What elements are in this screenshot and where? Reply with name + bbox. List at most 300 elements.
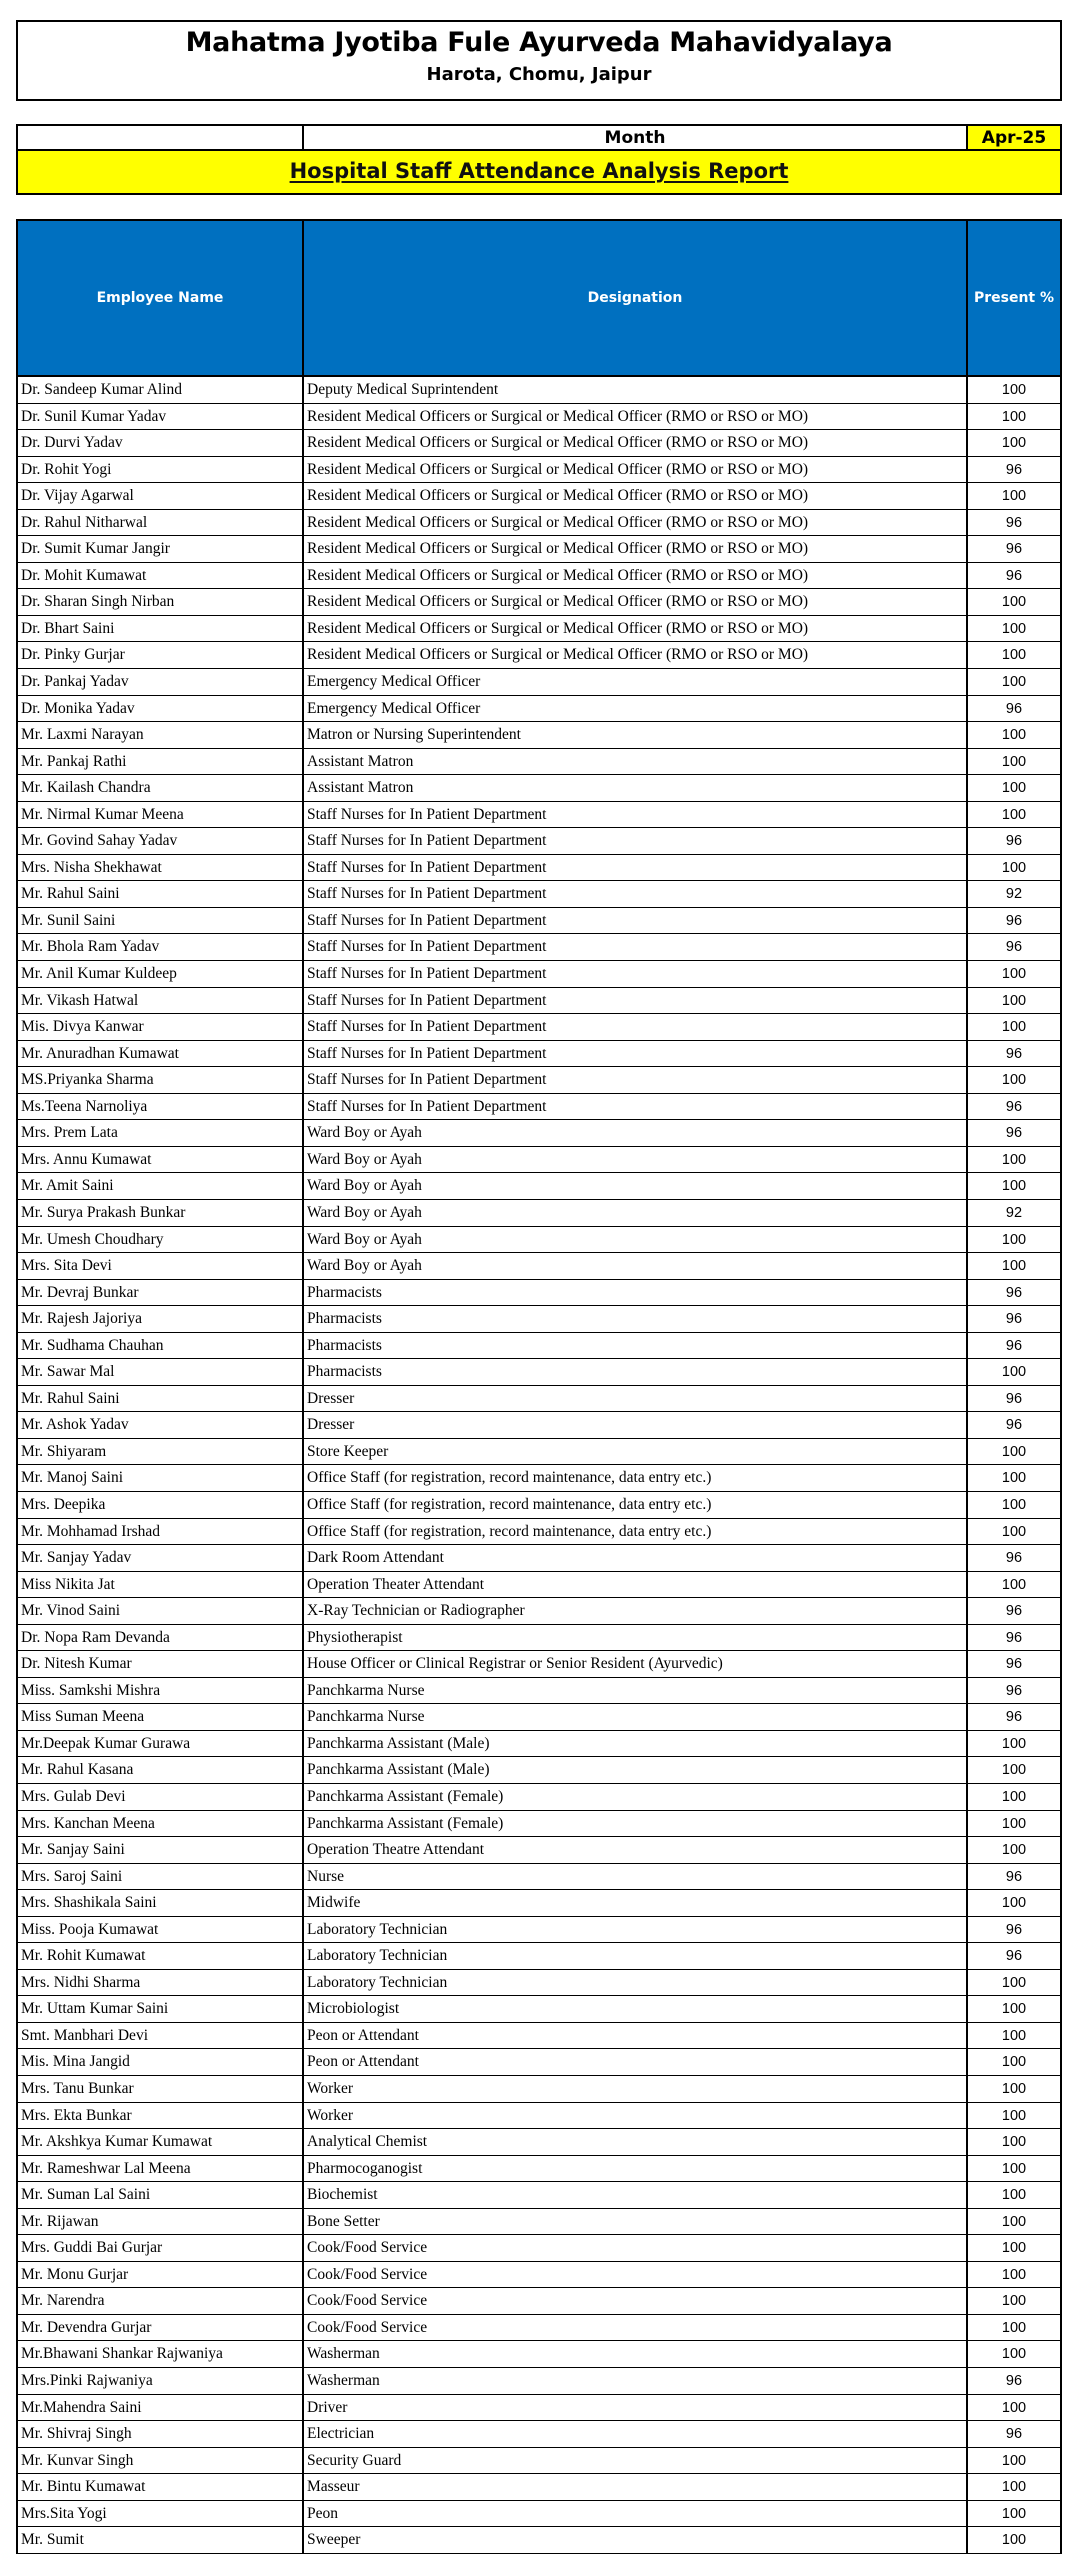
designation-cell: Dresser: [304, 1386, 968, 1412]
present-percent-cell: 100: [1001, 2187, 1027, 2204]
employee-name-cell: Mrs. Prem Lata: [18, 1120, 304, 1146]
present-percent-cell: 100: [1001, 2346, 1027, 2363]
table-row: [16, 2182, 1062, 2209]
present-percent-cell: 96: [1005, 700, 1023, 717]
designation-cell: Peon or Attendant: [304, 2049, 968, 2075]
designation-cell: Staff Nurses for In Patient Department: [304, 934, 968, 960]
designation-cell: Resident Medical Officers or Surgical or Medical Officer (RMO or RSO or MO): [304, 563, 968, 589]
designation-cell: Washerman: [304, 2341, 968, 2367]
designation-cell: Masseur: [304, 2474, 968, 2500]
present-percent-cell: 96: [1005, 1629, 1023, 1646]
employee-name-cell: Mr. Sumit: [18, 2527, 304, 2553]
present-percent-cell: 96: [1005, 1337, 1023, 1354]
designation-cell: Pharmacists: [304, 1306, 968, 1332]
present-percent-cell: 96: [1005, 1098, 1023, 1115]
table-row: [16, 2156, 1062, 2183]
table-row: [16, 2368, 1062, 2395]
present-percent-cell: 100: [1001, 674, 1027, 691]
table-row: [16, 1864, 1062, 1891]
designation-cell: Office Staff (for registration, record maintenance, data entry etc.): [304, 1465, 968, 1491]
designation-cell: Office Staff (for registration, record maintenance, data entry etc.): [304, 1492, 968, 1518]
designation-cell: Resident Medical Officers or Surgical or Medical Officer (RMO or RSO or MO): [304, 483, 968, 509]
employee-name-cell: MS.Priyanka Sharma: [18, 1067, 304, 1093]
present-percent-cell: 100: [1001, 1072, 1027, 1089]
designation-cell: Laboratory Technician: [304, 1943, 968, 1969]
designation-cell: Biochemist: [304, 2182, 968, 2208]
table-row: [16, 404, 1062, 431]
employee-name-cell: Mr. Devendra Gurjar: [18, 2315, 304, 2341]
designation-cell: Staff Nurses for In Patient Department: [304, 1041, 968, 1067]
table-row: [16, 1996, 1062, 2023]
employee-name-cell: Mr. Mohhamad Irshad: [18, 1519, 304, 1545]
employee-name-cell: Dr. Vijay Agarwal: [18, 483, 304, 509]
table-row: [16, 1598, 1062, 1625]
table-row: [16, 855, 1062, 882]
table-row: [16, 1811, 1062, 1838]
table-row: [16, 2315, 1062, 2342]
employee-name-cell: Mrs. Nisha Shekhawat: [18, 855, 304, 881]
designation-cell: Dark Room Attendant: [304, 1545, 968, 1571]
table-row: [16, 828, 1062, 855]
present-percent-cell: 100: [1001, 1762, 1027, 1779]
employee-name-cell: Dr. Rahul Nitharwal: [18, 510, 304, 536]
designation-cell: Resident Medical Officers or Surgical or Medical Officer (RMO or RSO or MO): [304, 510, 968, 536]
designation-cell: Peon: [304, 2501, 968, 2527]
table-row: [16, 1625, 1062, 1652]
employee-name-cell: Dr. Mohit Kumawat: [18, 563, 304, 589]
employee-name-cell: Dr. Sharan Singh Nirban: [18, 589, 304, 615]
present-percent-cell: 96: [1005, 833, 1023, 850]
present-percent-cell: 100: [1001, 1019, 1027, 1036]
present-percent-cell: 96: [1005, 912, 1023, 929]
designation-cell: Staff Nurses for In Patient Department: [304, 881, 968, 907]
present-percent-cell: 100: [1001, 408, 1027, 425]
employee-name-cell: Mr. Suman Lal Saini: [18, 2182, 304, 2208]
present-percent-cell: 100: [1001, 2240, 1027, 2257]
table-row: [16, 988, 1062, 1015]
present-percent-cell: 100: [1001, 2505, 1027, 2522]
present-percent-cell: 96: [1005, 1550, 1023, 1567]
present-percent-cell: 96: [1005, 1921, 1023, 1938]
designation-cell: Cook/Food Service: [304, 2262, 968, 2288]
designation-cell: Staff Nurses for In Patient Department: [304, 988, 968, 1014]
employee-name-cell: Mr. Narendra: [18, 2288, 304, 2314]
designation-cell: Bone Setter: [304, 2209, 968, 2235]
present-percent-cell: 100: [1001, 594, 1027, 611]
employee-name-cell: Mr. Uttam Kumar Saini: [18, 1996, 304, 2022]
designation-cell: Panchkarma Assistant (Female): [304, 1811, 968, 1837]
present-percent-cell: 100: [1001, 2319, 1027, 2336]
employee-name-cell: Mrs. Sita Devi: [18, 1253, 304, 1279]
present-percent-cell: 100: [1001, 1895, 1027, 1912]
employee-name-cell: Mr. Devraj Bunkar: [18, 1280, 304, 1306]
present-percent-cell: 96: [1005, 1390, 1023, 1407]
table-row: [16, 1465, 1062, 1492]
table-row: [16, 722, 1062, 749]
designation-cell: Deputy Medical Suprintendent: [304, 377, 968, 403]
present-percent-cell: 100: [1001, 2452, 1027, 2469]
employee-name-cell: Smt. Manbhari Devi: [18, 2023, 304, 2049]
present-percent-cell: 100: [1001, 2160, 1027, 2177]
table-row: [16, 1067, 1062, 1094]
employee-name-cell: Mr.Deepak Kumar Gurawa: [18, 1731, 304, 1757]
table-row: [16, 2103, 1062, 2130]
employee-name-cell: Miss Suman Meena: [18, 1704, 304, 1730]
present-percent-cell: 96: [1005, 1045, 1023, 1062]
table-row: [16, 1333, 1062, 1360]
present-percent-cell: 100: [1001, 2532, 1027, 2549]
table-row: [16, 2235, 1062, 2262]
present-percent-cell: 100: [1001, 966, 1027, 983]
employee-name-cell: Mrs. Annu Kumawat: [18, 1147, 304, 1173]
designation-cell: Resident Medical Officers or Surgical or Medical Officer (RMO or RSO or MO): [304, 616, 968, 642]
employee-name-cell: Dr. Pinky Gurjar: [18, 642, 304, 668]
present-percent-cell: 100: [1001, 435, 1027, 452]
present-percent-cell: 96: [1005, 541, 1023, 558]
attendance-table-body: [16, 377, 1062, 2554]
designation-cell: Dresser: [304, 1412, 968, 1438]
employee-name-cell: Mr. Rijawan: [18, 2209, 304, 2235]
employee-name-cell: Mrs. Nidhi Sharma: [18, 1970, 304, 1996]
table-row: [16, 2395, 1062, 2422]
designation-cell: Operation Theatre Attendant: [304, 1837, 968, 1863]
present-percent-cell: 100: [1001, 1974, 1027, 1991]
present-percent-cell: 100: [1001, 727, 1027, 744]
table-row: [16, 1386, 1062, 1413]
employee-name-cell: Dr. Monika Yadav: [18, 696, 304, 722]
designation-cell: Worker: [304, 2076, 968, 2102]
document-header: [16, 20, 1062, 101]
table-row: [16, 2474, 1062, 2501]
employee-name-cell: Mr. Sanjay Saini: [18, 1837, 304, 1863]
present-percent-cell: 100: [1001, 1815, 1027, 1832]
designation-cell: House Officer or Clinical Registrar or Senior Resident (Ayurvedic): [304, 1651, 968, 1677]
designation-cell: Staff Nurses for In Patient Department: [304, 802, 968, 828]
column-header-present-percent: Present %: [973, 290, 1055, 306]
table-row: [16, 1784, 1062, 1811]
present-percent-cell: 100: [1001, 2399, 1027, 2416]
employee-name-cell: Mr. Umesh Choudhary: [18, 1227, 304, 1253]
employee-name-cell: Mr. Amit Saini: [18, 1173, 304, 1199]
table-row: [16, 510, 1062, 537]
table-row: [16, 749, 1062, 776]
table-row: [16, 2341, 1062, 2368]
table-row: [16, 2527, 1062, 2554]
month-row: [16, 124, 1062, 151]
employee-name-cell: Mr. Nirmal Kumar Meena: [18, 802, 304, 828]
present-percent-cell: 100: [1001, 2027, 1027, 2044]
present-percent-cell: 100: [1001, 1178, 1027, 1195]
designation-cell: Pharmacists: [304, 1333, 968, 1359]
present-percent-cell: 100: [1001, 2479, 1027, 2496]
employee-name-cell: Mrs.Sita Yogi: [18, 2501, 304, 2527]
designation-cell: Staff Nurses for In Patient Department: [304, 1014, 968, 1040]
employee-name-cell: Mr. Vikash Hatwal: [18, 988, 304, 1014]
present-percent-cell: 96: [1005, 1603, 1023, 1620]
designation-cell: Security Guard: [304, 2448, 968, 2474]
designation-cell: Ward Boy or Ayah: [304, 1120, 968, 1146]
table-row: [16, 536, 1062, 563]
table-row: [16, 908, 1062, 935]
employee-name-cell: Dr. Bhart Saini: [18, 616, 304, 642]
present-percent-cell: 96: [1005, 1311, 1023, 1328]
table-row: [16, 1492, 1062, 1519]
present-percent-cell: 100: [1001, 382, 1027, 398]
designation-cell: Worker: [304, 2103, 968, 2129]
designation-cell: Pharmocoganogist: [304, 2156, 968, 2182]
table-row: [16, 1041, 1062, 1068]
present-percent-cell: 100: [1001, 1231, 1027, 1248]
designation-cell: Peon or Attendant: [304, 2023, 968, 2049]
employee-name-cell: Dr. Sumit Kumar Jangir: [18, 536, 304, 562]
designation-cell: Ward Boy or Ayah: [304, 1200, 968, 1226]
employee-name-cell: Miss Nikita Jat: [18, 1572, 304, 1598]
designation-cell: Cook/Food Service: [304, 2288, 968, 2314]
table-row: [16, 1359, 1062, 1386]
present-percent-cell: 100: [1001, 859, 1027, 876]
table-row: [16, 1545, 1062, 1572]
column-header-employee-name: Employee Name: [18, 221, 304, 375]
designation-cell: Ward Boy or Ayah: [304, 1147, 968, 1173]
present-percent-cell: 100: [1001, 1258, 1027, 1275]
employee-name-cell: Miss. Samkshi Mishra: [18, 1678, 304, 1704]
table-row: [16, 669, 1062, 696]
designation-cell: Staff Nurses for In Patient Department: [304, 908, 968, 934]
designation-cell: X-Ray Technician or Radiographer: [304, 1598, 968, 1624]
present-percent-cell: 100: [1001, 2134, 1027, 2151]
table-row: [16, 696, 1062, 723]
present-percent-cell: 96: [1005, 514, 1023, 531]
employee-name-cell: Mr. Sawar Mal: [18, 1359, 304, 1385]
employee-name-cell: Mis. Mina Jangid: [18, 2049, 304, 2075]
month-row-blank-cell: [18, 126, 304, 149]
designation-cell: Resident Medical Officers or Surgical or Medical Officer (RMO or RSO or MO): [304, 457, 968, 483]
designation-cell: Assistant Matron: [304, 775, 968, 801]
employee-name-cell: Mrs. Saroj Saini: [18, 1864, 304, 1890]
designation-cell: Cook/Food Service: [304, 2315, 968, 2341]
designation-cell: Resident Medical Officers or Surgical or Medical Officer (RMO or RSO or MO): [304, 430, 968, 456]
employee-name-cell: Mr. Shivraj Singh: [18, 2421, 304, 2447]
employee-name-cell: Mrs. Deepika: [18, 1492, 304, 1518]
present-percent-cell: 96: [1005, 1948, 1023, 1965]
present-percent-cell: 100: [1001, 2054, 1027, 2071]
present-percent-cell: 96: [1005, 1417, 1023, 1434]
present-percent-cell: 96: [1005, 2373, 1023, 2390]
employee-name-cell: Mr. Shiyaram: [18, 1439, 304, 1465]
present-percent-cell: 100: [1001, 488, 1027, 505]
employee-name-cell: Dr. Pankaj Yadav: [18, 669, 304, 695]
table-row: [16, 2209, 1062, 2236]
table-row: [16, 881, 1062, 908]
table-row: [16, 2501, 1062, 2528]
institution-name: Mahatma Jyotiba Fule Ayurveda Mahavidyalaya: [185, 27, 893, 58]
employee-name-cell: Mis. Divya Kanwar: [18, 1014, 304, 1040]
designation-cell: Analytical Chemist: [304, 2129, 968, 2155]
table-row: [16, 1253, 1062, 1280]
present-percent-cell: 100: [1001, 2293, 1027, 2310]
table-row: [16, 2448, 1062, 2475]
table-row: [16, 1094, 1062, 1121]
employee-name-cell: Ms.Teena Narnoliya: [18, 1094, 304, 1120]
designation-cell: Cook/Food Service: [304, 2235, 968, 2261]
table-row: [16, 2288, 1062, 2315]
table-row: [16, 616, 1062, 643]
designation-cell: Assistant Matron: [304, 749, 968, 775]
designation-cell: Washerman: [304, 2368, 968, 2394]
table-row: [16, 1678, 1062, 1705]
table-row: [16, 1731, 1062, 1758]
table-row: [16, 1200, 1062, 1227]
table-row: [16, 1014, 1062, 1041]
table-row: [16, 961, 1062, 988]
report-title-bar: [16, 151, 1062, 195]
designation-cell: Staff Nurses for In Patient Department: [304, 1067, 968, 1093]
designation-cell: Office Staff (for registration, record maintenance, data entry etc.): [304, 1519, 968, 1545]
employee-name-cell: Mr. Ashok Yadav: [18, 1412, 304, 1438]
designation-cell: Sweeper: [304, 2527, 968, 2553]
present-percent-cell: 96: [1005, 1125, 1023, 1142]
designation-cell: Ward Boy or Ayah: [304, 1253, 968, 1279]
employee-name-cell: Dr. Nopa Ram Devanda: [18, 1625, 304, 1651]
employee-name-cell: Mr. Kunvar Singh: [18, 2448, 304, 2474]
designation-cell: Staff Nurses for In Patient Department: [304, 1094, 968, 1120]
present-percent-cell: 100: [1001, 1470, 1027, 1487]
present-percent-cell: 100: [1001, 647, 1027, 664]
table-row: [16, 483, 1062, 510]
employee-name-cell: Dr. Rohit Yogi: [18, 457, 304, 483]
table-row: [16, 457, 1062, 484]
designation-cell: Panchkarma Assistant (Male): [304, 1731, 968, 1757]
employee-name-cell: Dr. Nitesh Kumar: [18, 1651, 304, 1677]
designation-cell: Panchkarma Assistant (Female): [304, 1784, 968, 1810]
present-percent-cell: 96: [1005, 461, 1023, 478]
designation-cell: Ward Boy or Ayah: [304, 1227, 968, 1253]
present-percent-cell: 92: [1005, 1204, 1023, 1221]
table-row: [16, 2421, 1062, 2448]
designation-cell: Resident Medical Officers or Surgical or Medical Officer (RMO or RSO or MO): [304, 404, 968, 430]
employee-name-cell: Mr. Pankaj Rathi: [18, 749, 304, 775]
employee-name-cell: Mr. Kailash Chandra: [18, 775, 304, 801]
designation-cell: Emergency Medical Officer: [304, 669, 968, 695]
table-row: [16, 802, 1062, 829]
present-percent-cell: 100: [1001, 1576, 1027, 1593]
employee-name-cell: Mrs. Ekta Bunkar: [18, 2103, 304, 2129]
table-row: [16, 1572, 1062, 1599]
designation-cell: Microbiologist: [304, 1996, 968, 2022]
designation-cell: Operation Theater Attendant: [304, 1572, 968, 1598]
designation-cell: Electrician: [304, 2421, 968, 2447]
month-value: Apr-25: [968, 126, 1060, 149]
employee-name-cell: Mr. Vinod Saini: [18, 1598, 304, 1624]
table-row: [16, 642, 1062, 669]
designation-cell: Pharmacists: [304, 1359, 968, 1385]
present-percent-cell: 100: [1001, 2001, 1027, 2018]
present-percent-cell: 100: [1001, 620, 1027, 637]
present-percent-cell: 96: [1005, 1284, 1023, 1301]
designation-cell: Panchkarma Nurse: [304, 1704, 968, 1730]
table-row: [16, 1970, 1062, 1997]
table-row: [16, 1837, 1062, 1864]
employee-name-cell: Mr.Mahendra Saini: [18, 2395, 304, 2421]
designation-cell: Midwife: [304, 1890, 968, 1916]
table-row: [16, 2262, 1062, 2289]
present-percent-cell: 96: [1005, 1656, 1023, 1673]
table-row: [16, 2049, 1062, 2076]
table-row: [16, 1306, 1062, 1333]
present-percent-cell: 96: [1005, 567, 1023, 584]
employee-name-cell: Mr. Rameshwar Lal Meena: [18, 2156, 304, 2182]
table-row: [16, 1280, 1062, 1307]
table-row: [16, 1704, 1062, 1731]
designation-cell: Physiotherapist: [304, 1625, 968, 1651]
present-percent-cell: 100: [1001, 1523, 1027, 1540]
employee-name-cell: Mr. Rajesh Jajoriya: [18, 1306, 304, 1332]
designation-cell: Ward Boy or Ayah: [304, 1173, 968, 1199]
table-row: [16, 1173, 1062, 1200]
employee-name-cell: Mrs. Kanchan Meena: [18, 1811, 304, 1837]
employee-name-cell: Mrs.Pinki Rajwaniya: [18, 2368, 304, 2394]
employee-name-cell: Mr. Anuradhan Kumawat: [18, 1041, 304, 1067]
employee-name-cell: Mr. Akshkya Kumar Kumawat: [18, 2129, 304, 2155]
present-percent-cell: 100: [1001, 1788, 1027, 1805]
employee-name-cell: Mr. Laxmi Narayan: [18, 722, 304, 748]
table-row: [16, 1227, 1062, 1254]
month-label: Month: [304, 126, 968, 149]
present-percent-cell: 96: [1005, 939, 1023, 956]
designation-cell: Staff Nurses for In Patient Department: [304, 828, 968, 854]
employee-name-cell: Mr.Bhawani Shankar Rajwaniya: [18, 2341, 304, 2367]
present-percent-cell: 100: [1001, 1735, 1027, 1752]
designation-cell: Pharmacists: [304, 1280, 968, 1306]
table-row: [16, 1651, 1062, 1678]
table-row: [16, 2129, 1062, 2156]
employee-name-cell: Mr. Sudhama Chauhan: [18, 1333, 304, 1359]
table-row: [16, 563, 1062, 590]
employee-name-cell: Dr. Durvi Yadav: [18, 430, 304, 456]
table-row: [16, 377, 1062, 404]
present-percent-cell: 96: [1005, 1682, 1023, 1699]
report-title: Hospital Staff Attendance Analysis Report: [289, 159, 789, 183]
employee-name-cell: Mr. Govind Sahay Yadav: [18, 828, 304, 854]
employee-name-cell: Mrs. Gulab Devi: [18, 1784, 304, 1810]
designation-cell: Panchkarma Assistant (Male): [304, 1757, 968, 1783]
table-row: [16, 589, 1062, 616]
designation-cell: Store Keeper: [304, 1439, 968, 1465]
designation-cell: Driver: [304, 2395, 968, 2421]
present-percent-cell: 100: [1001, 780, 1027, 797]
column-header-designation: Designation: [304, 221, 968, 375]
table-row: [16, 2023, 1062, 2050]
employee-name-cell: Mr. Sanjay Yadav: [18, 1545, 304, 1571]
employee-name-cell: Mrs. Guddi Bai Gurjar: [18, 2235, 304, 2261]
designation-cell: Resident Medical Officers or Surgical or Medical Officer (RMO or RSO or MO): [304, 642, 968, 668]
table-row: [16, 1412, 1062, 1439]
employee-name-cell: Mr. Rahul Saini: [18, 1386, 304, 1412]
present-percent-cell: 100: [1001, 2107, 1027, 2124]
table-row: [16, 775, 1062, 802]
present-percent-cell: 100: [1001, 2266, 1027, 2283]
table-row: [16, 1147, 1062, 1174]
present-percent-cell: 96: [1005, 1709, 1023, 1726]
present-percent-cell: 100: [1001, 1443, 1027, 1460]
table-row: [16, 934, 1062, 961]
employee-name-cell: Mrs. Shashikala Saini: [18, 1890, 304, 1916]
employee-name-cell: Mr. Rahul Saini: [18, 881, 304, 907]
present-percent-cell: 100: [1001, 1842, 1027, 1859]
designation-cell: Staff Nurses for In Patient Department: [304, 855, 968, 881]
employee-name-cell: Mr. Anil Kumar Kuldeep: [18, 961, 304, 987]
designation-cell: Resident Medical Officers or Surgical or Medical Officer (RMO or RSO or MO): [304, 536, 968, 562]
